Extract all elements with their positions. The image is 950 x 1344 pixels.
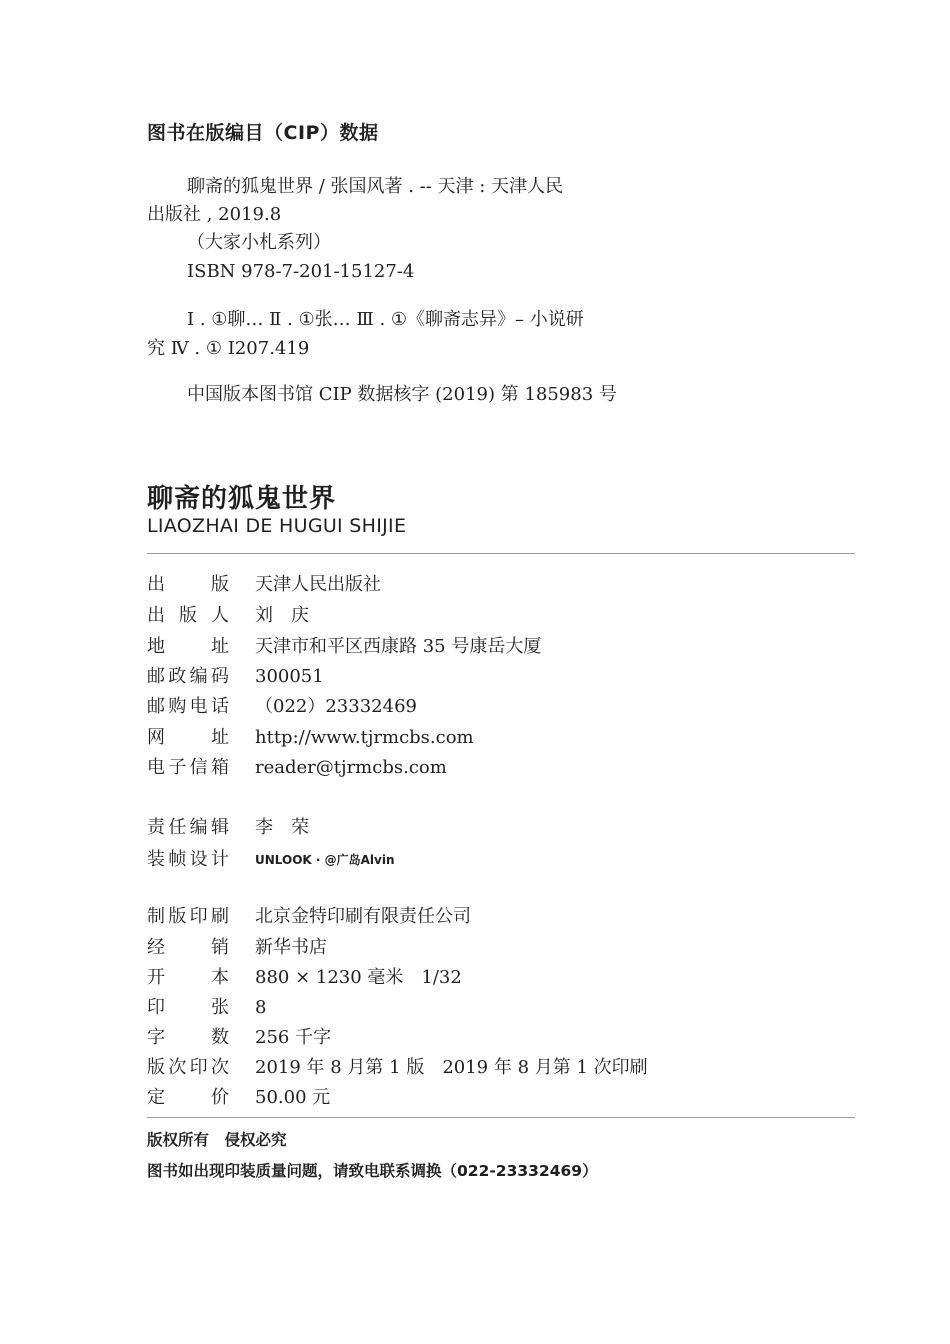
info-value: 刘 庆	[255, 605, 309, 626]
info-value: 880 × 1230 毫米 1/32	[255, 967, 462, 988]
info-label: 经 销	[147, 937, 229, 958]
cip-line-title: 聊斋的狐鬼世界 / 张国风著 . -- 天津 : 天津人民	[187, 176, 564, 197]
info-label: 网 址	[147, 727, 229, 748]
book-pinyin-title: LIAOZHAI DE HUGUI SHIJIE	[147, 515, 407, 537]
cip-heading: 图书在版编目（CIP）数据	[147, 122, 379, 144]
info-value: 8	[255, 997, 267, 1018]
info-label: 出 版	[147, 574, 229, 595]
info-value: 50.00 元	[255, 1087, 331, 1108]
info-label: 字 数	[147, 1027, 229, 1048]
cip-line-isbn: ISBN 978-7-201-15127-4	[187, 261, 415, 282]
info-label: 定 价	[147, 1087, 229, 1108]
info-value: 300051	[255, 666, 324, 687]
divider-top	[147, 553, 855, 554]
cip-line-classification-cont: 究 Ⅳ . ① I207.419	[147, 338, 310, 359]
info-label: 出版人	[147, 605, 229, 626]
info-value: 新华书店	[255, 937, 327, 958]
cip-line-record-number: 中国版本图书馆 CIP 数据核字 (2019) 第 185983 号	[187, 384, 617, 405]
info-label: 装帧设计	[147, 849, 229, 870]
info-value: （022）23332469	[255, 696, 417, 717]
info-value: 2019 年 8 月第 1 版 2019 年 8 月第 1 次印刷	[255, 1057, 648, 1078]
info-label: 地 址	[147, 636, 229, 657]
cip-line-series: （大家小札系列）	[187, 232, 331, 253]
info-label: 版次印次	[147, 1057, 229, 1078]
book-title: 聊斋的狐鬼世界	[147, 484, 337, 514]
info-label: 邮购电话	[147, 696, 229, 717]
info-label: 开 本	[147, 967, 229, 988]
info-value: 李 荣	[255, 817, 309, 838]
info-label: 制版印刷	[147, 906, 229, 927]
email-link[interactable]: reader@tjrmcbs.com	[255, 757, 447, 778]
info-value: 天津人民出版社	[255, 574, 381, 595]
copyright-notice: 版权所有 侵权必究	[147, 1131, 287, 1149]
cip-line-classification: Ⅰ . ①聊… Ⅱ . ①张… Ⅲ . ①《聊斋志异》– 小说研	[187, 309, 584, 330]
info-value: UNLOOK · @广岛Alvin	[255, 853, 395, 867]
website-link[interactable]: http://www.tjrmcbs.com	[255, 727, 474, 748]
quality-notice: 图书如出现印装质量问题，请致电联系调换（022-23332469）	[147, 1162, 598, 1180]
info-value: 天津市和平区西康路 35 号康岳大厦	[255, 636, 542, 657]
cip-line-publisher: 出版社 , 2019.8	[147, 204, 282, 225]
info-label: 印 张	[147, 997, 229, 1018]
info-label: 邮政编码	[147, 666, 229, 687]
info-label: 责任编辑	[147, 817, 229, 838]
info-label: 电子信箱	[147, 757, 229, 778]
info-value: 北京金特印刷有限责任公司	[255, 906, 471, 927]
info-value: 256 千字	[255, 1027, 332, 1048]
divider-bottom	[147, 1117, 855, 1118]
